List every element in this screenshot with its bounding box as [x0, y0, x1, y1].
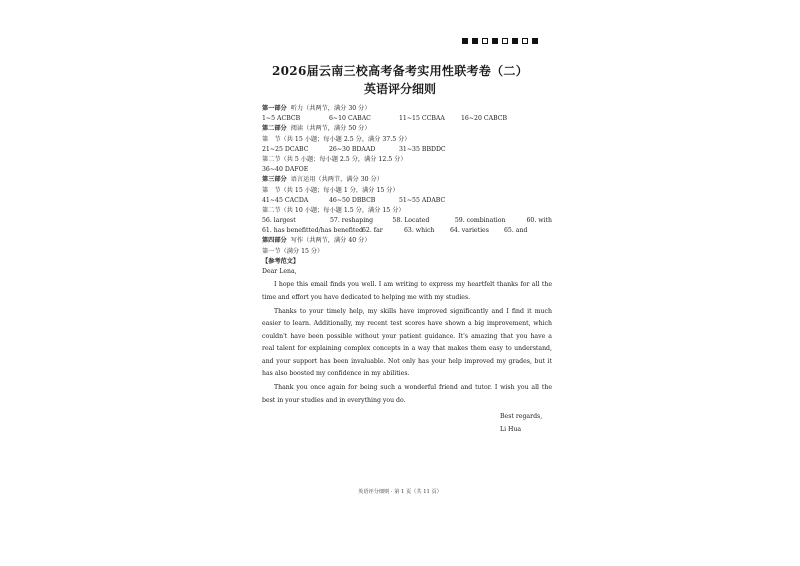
- part2-answers2: 36~40 DAFOE: [262, 166, 309, 174]
- answer-group: 21~25 DCABC: [262, 145, 309, 153]
- fill-answer: 65. and: [504, 227, 528, 235]
- page-footer: 英语评分细则 · 第 1 页（共 11 页）: [358, 489, 442, 495]
- letter-closing: Best regards,: [500, 413, 543, 421]
- mark-square: [532, 38, 538, 44]
- part4-desc: 写作（共两节，满分 40 分）: [290, 237, 371, 245]
- mark-square: [462, 38, 468, 44]
- part3-label: 第三部分: [262, 176, 287, 184]
- letter-paragraph: I hope this email finds you well. I am writing to express my heartfelt thanks for all the time and effort you have dedicated to helping me with my studies.: [262, 281, 552, 301]
- part2-desc: 阅读（共两节，满分 50 分）: [290, 125, 371, 133]
- page-title: 2026届云南三校高考备考实用性联考卷（二）: [272, 64, 528, 78]
- part4-section1: 第一节（满分 15 分）: [262, 247, 324, 255]
- fill-answer: 60. with: [526, 217, 553, 225]
- letter-paragraph: Thanks to your timely help, my skills have improved significantly and I find it much easier to learn. Additionally, my recent test scores have shown a big improvement, which couldn't have been possible without your patient guidance. It's amazing that you have a real talent for explaining complex concepts in a way that makes them easy to understand, and your support has been invaluable. Not only has your help improved my grades, but it has also boosted my confidence in my abilities.: [262, 308, 552, 378]
- part4-heading: [262, 236, 552, 246]
- answer-group: 1~5 ACBCB: [262, 115, 301, 123]
- answer-group: 51~55 ADABC: [399, 196, 446, 204]
- answer-group: 46~50 DBBCB: [329, 196, 376, 204]
- fill-answer: 56. largest: [262, 217, 296, 225]
- answer-content: [262, 104, 552, 436]
- part3-section1: 第 节（共 15 小题；每小题 1 分，满分 15 分）: [262, 186, 399, 194]
- fill-answer: 58. Located: [392, 217, 430, 225]
- part2-answers1: [262, 145, 552, 155]
- fill-row-2: [262, 226, 552, 236]
- part3-answers1: [262, 196, 552, 206]
- part3-heading: [262, 175, 552, 185]
- part2-label: 第二部分: [262, 125, 287, 133]
- fill-answer: 63. which: [404, 227, 435, 235]
- fill-answer: 64. varieties: [450, 227, 489, 235]
- letter-greeting: Dear Lena,: [262, 268, 297, 275]
- part2-section1: 第 节（共 15 小题；每小题 2.5 分，满分 37.5 分）: [262, 135, 411, 143]
- page-subtitle: 英语评分细则: [363, 82, 436, 96]
- letter-body: [262, 279, 552, 407]
- part1-label: 第一部分: [262, 105, 287, 112]
- part2-heading: [262, 124, 552, 134]
- mark-square: [502, 38, 508, 44]
- corner-marks: [462, 38, 538, 44]
- answer-group: 31~35 BBDDC: [399, 145, 446, 153]
- fill-answer: 61. has benefitted/has benefited: [262, 227, 364, 235]
- fill-answer: 59. combination: [454, 217, 506, 225]
- part1-desc: 听力（共两节，满分 30 分）: [290, 105, 371, 112]
- answer-group: 26~30 BDAAD: [329, 145, 376, 153]
- fill-answer: 62. far: [362, 227, 383, 235]
- mark-square: [472, 38, 478, 44]
- letter-paragraph: Thank you once again for being such a wonderful friend and tutor. I wish you all the best in your studies and in everything you do.: [262, 384, 552, 404]
- answer-group: 6~10 CABAC: [329, 115, 371, 123]
- answer-group: 11~15 CCBAA: [399, 115, 445, 123]
- fill-answer: 57. reshaping: [329, 217, 374, 225]
- letter-signature: Li Hua: [500, 425, 522, 433]
- part1-answers: [262, 114, 552, 124]
- part3-section2: 第二节（共 10 小题；每小题 1.5 分，满分 15 分）: [262, 206, 405, 214]
- fill-row-1: [262, 216, 552, 226]
- sample-label: 【参考范文】: [262, 257, 300, 265]
- mark-square: [512, 38, 518, 44]
- part4-label: 第四部分: [262, 237, 287, 245]
- part1-heading: [262, 104, 552, 114]
- part2-section2: 第二节（共 5 小题；每小题 2.5 分，满分 12.5 分）: [262, 155, 407, 163]
- mark-square: [522, 38, 528, 44]
- answer-group: 16~20 CABCB: [461, 115, 508, 123]
- answer-group: 41~45 CACDA: [262, 196, 309, 204]
- mark-square: [482, 38, 488, 44]
- part3-desc: 语言运用（共两节，满分 30 分）: [290, 176, 383, 184]
- mark-square: [492, 38, 498, 44]
